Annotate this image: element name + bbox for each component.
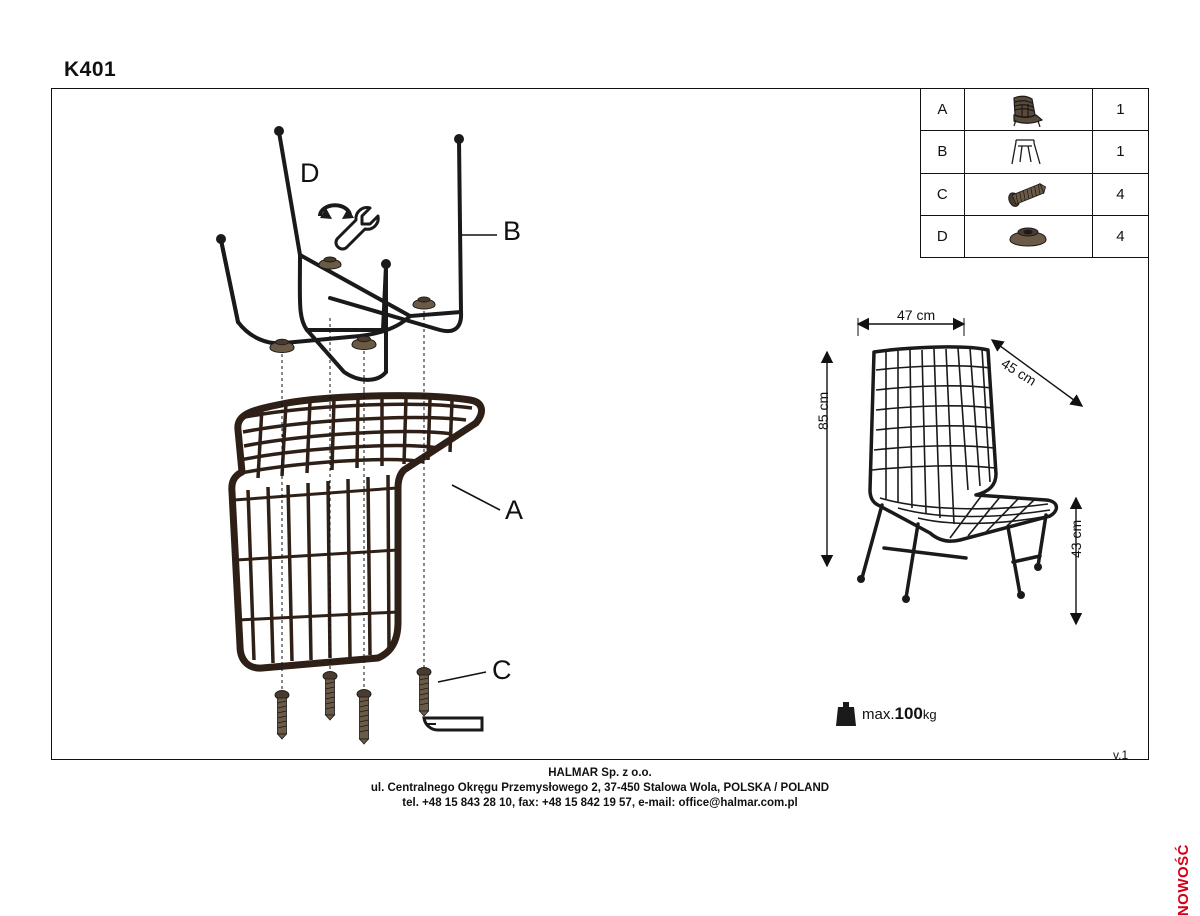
max-load-unit: kg: [922, 707, 937, 722]
callout-label-a: A: [505, 495, 524, 525]
part-qty: 1: [1092, 89, 1148, 131]
new-badge: NOWOŚĆ: [1175, 844, 1192, 916]
table-row: [921, 215, 1149, 257]
footer-address: ul. Centralnego Okręgu Przemysłowego 2, 37-450 Stalowa Wola, POLSKA / POLAND: [370, 782, 830, 794]
callout-label-d: D: [300, 158, 320, 188]
dimension-seat-height-label: 43 cm: [1068, 519, 1084, 558]
part-qty: 4: [1092, 215, 1148, 257]
page-title: K401: [64, 58, 117, 81]
max-load-prefix: max.: [862, 706, 895, 723]
callout-label-c: C: [492, 655, 512, 685]
part-code: D: [921, 215, 965, 257]
footer-contact: tel. +48 15 843 28 10, fax: +48 15 842 19 57, e-mail: office@halmar.com.pl: [402, 797, 798, 809]
dimension-height-label: 85 cm: [815, 391, 831, 430]
footer: [0, 766, 1200, 811]
part-qty: 1: [1092, 131, 1148, 173]
footer-company: HALMAR Sp. z o.o.: [548, 767, 652, 779]
part-code: B: [921, 131, 965, 173]
dimension-depth-label: 45 cm: [998, 355, 1040, 389]
table-row: [921, 89, 1149, 131]
nut-icon: [964, 215, 1092, 257]
chair-icon: [964, 89, 1092, 131]
version-label: v.1: [1113, 748, 1129, 762]
parts-table: [920, 88, 1149, 258]
callout-label-b: B: [503, 216, 522, 246]
part-qty: 4: [1092, 173, 1148, 215]
dimension-width-label: 47 cm: [897, 307, 936, 323]
part-code: C: [921, 173, 965, 215]
max-load-text: [862, 704, 937, 724]
max-load-value: 100: [894, 704, 923, 723]
table-row: [921, 131, 1149, 173]
part-code: A: [921, 89, 965, 131]
chair-frame-icon: [964, 131, 1092, 173]
bolt-icon: [964, 173, 1092, 215]
table-row: [921, 173, 1149, 215]
